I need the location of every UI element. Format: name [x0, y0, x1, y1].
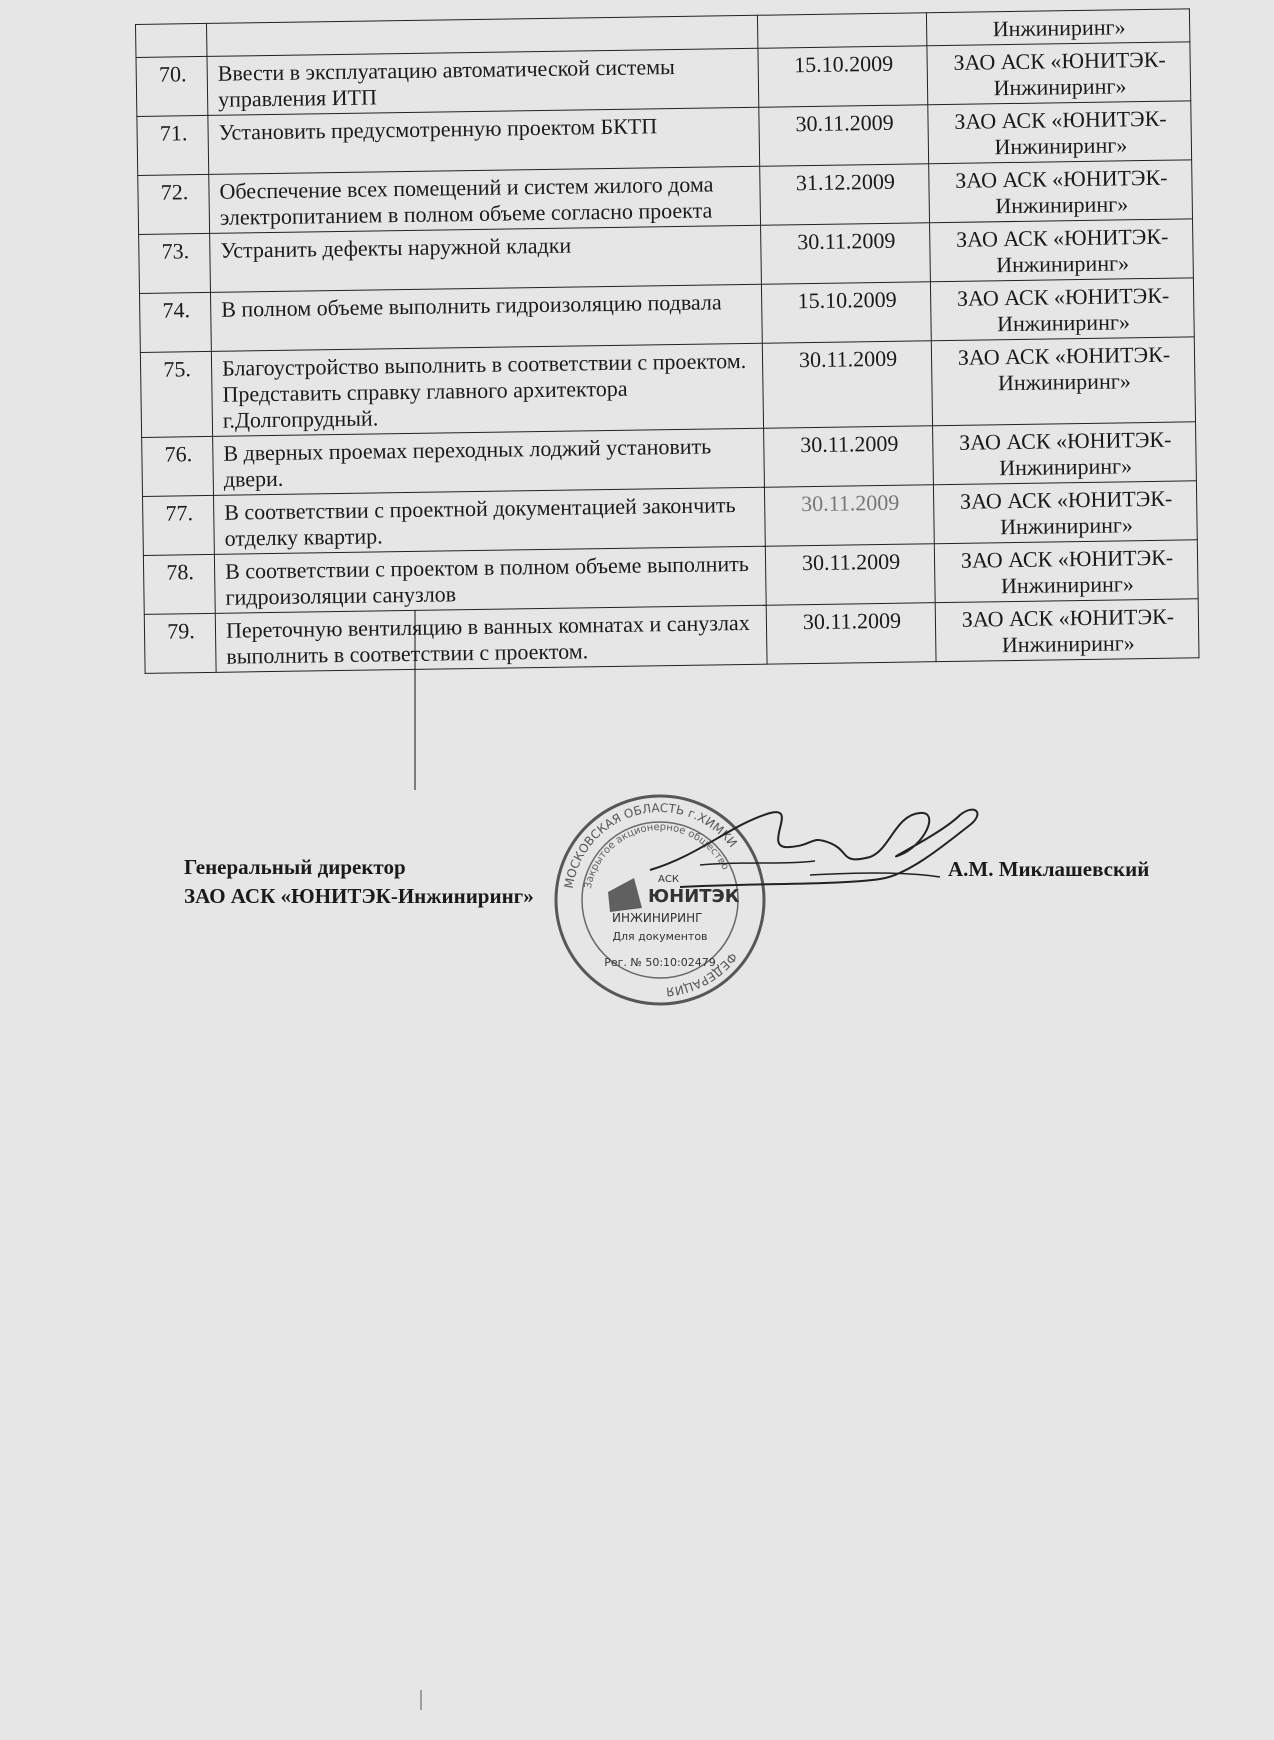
scan-artifact-line: [420, 1690, 422, 1710]
responsible-org-cell: ЗАО АСК «ЮНИТЭК-Инжиниринг»: [933, 481, 1197, 544]
signer-company: ЗАО АСК «ЮНИТЭК-Инжиниринг»: [184, 884, 534, 908]
signature-block: [184, 853, 534, 911]
date-cell: 30.11.2009: [761, 223, 931, 285]
row-number-cell: 79.: [144, 613, 216, 673]
row-number-cell: 73.: [139, 233, 211, 293]
date-cell: 30.11.2009: [764, 426, 934, 488]
date-cell: 15.10.2009: [761, 282, 931, 344]
seal-reg-number: Рег. № 50:10:02479: [604, 956, 716, 969]
row-number-cell: 70.: [136, 56, 208, 116]
task-cell: Переточную вентиляцию в ванных комнатах и санузлах выполнить в соответствии с проектом.: [215, 605, 767, 672]
row-number-cell: 74.: [139, 292, 211, 352]
seal-purpose: Для документов: [612, 930, 708, 943]
responsible-org-cell: ЗАО АСК «ЮНИТЭК-Инжиниринг»: [930, 219, 1194, 282]
row-number-cell: 76.: [142, 436, 214, 496]
signer-name: А.М. Миклашевский: [948, 857, 1150, 881]
responsible-org-cell: ЗАО АСК «ЮНИТЭК-Инжиниринг»: [931, 337, 1195, 426]
task-cell: В соответствии с проектом в полном объеме выполнить гидроизоляции санузлов: [214, 546, 766, 613]
date-cell: 31.12.2009: [760, 164, 930, 226]
handwritten-signature: [640, 795, 1000, 905]
date-cell: 30.11.2009: [764, 485, 934, 547]
responsible-org-cell: Инжиниринг»: [926, 9, 1189, 46]
responsible-org-cell: ЗАО АСК «ЮНИТЭК-Инжиниринг»: [927, 42, 1191, 105]
task-cell: Благоустройство выполнить в соответствии с проектом. Представить справку главного архитектора г.Долгопрудный.: [211, 343, 763, 436]
responsible-org-cell: ЗАО АСК «ЮНИТЭК-Инжиниринг»: [935, 599, 1199, 662]
date-cell: 30.11.2009: [759, 105, 929, 167]
seal-brand: ЮНИТЭК: [648, 886, 740, 907]
date-cell: 15.10.2009: [758, 46, 928, 108]
responsible-org-cell: ЗАО АСК «ЮНИТЭК-Инжиниринг»: [929, 160, 1193, 223]
task-cell: Установить предусмотренную проектом БКТП: [208, 107, 760, 174]
seal-outer-bottom-text: МОСКОВСКАЯ ОБЛАСТЬ г.ХИМКИ: [561, 800, 740, 890]
seal-outer-top-text: ФЕДЕРАЦИЯ: [665, 949, 740, 999]
task-cell: В дверных проемах переходных лоджий установить двери.: [213, 428, 765, 495]
task-cell: Устранить дефекты наружной кладки: [210, 225, 762, 292]
task-cell: В полном объеме выполнить гидроизоляцию подвала: [210, 284, 762, 351]
seal-inner-arc-text: Закрытое акционерное общество: [582, 821, 731, 890]
date-cell: 30.11.2009: [762, 341, 932, 428]
seal-brand-small: АСК: [658, 874, 679, 885]
date-cell: [757, 13, 926, 49]
row-number-cell: 78.: [143, 554, 215, 614]
row-number-cell: 75.: [140, 351, 212, 437]
row-number-cell: 71.: [137, 115, 209, 175]
task-cell: Обеспечение всех помещений и систем жилого дома электропитанием в полном объеме согласно проекта: [209, 166, 761, 233]
tasks-table: [135, 8, 1200, 674]
responsible-org-cell: ЗАО АСК «ЮНИТЭК-Инжиниринг»: [928, 101, 1192, 164]
date-cell: 30.11.2009: [766, 603, 936, 665]
row-number-cell: 77.: [143, 495, 215, 555]
responsible-org-cell: ЗАО АСК «ЮНИТЭК-Инжиниринг»: [934, 540, 1198, 603]
task-cell: Ввести в эксплуатацию автоматической системы управления ИТП: [207, 48, 759, 115]
seal-brand-sub: ИНЖИНИРИНГ: [612, 911, 703, 925]
row-number-cell: [136, 23, 207, 57]
responsible-org-cell: ЗАО АСК «ЮНИТЭК-Инжиниринг»: [930, 278, 1194, 341]
signer-position: Генеральный директор: [184, 855, 406, 879]
date-cell: 30.11.2009: [765, 544, 935, 606]
tasks-table-body: [136, 9, 1200, 674]
responsible-org-cell: ЗАО АСК «ЮНИТЭК-Инжиниринг»: [933, 422, 1197, 485]
table-row: [140, 337, 1195, 438]
task-cell: В соответствии с проектной документацией закончить отделку квартир.: [214, 487, 766, 554]
row-number-cell: 72.: [138, 174, 210, 234]
